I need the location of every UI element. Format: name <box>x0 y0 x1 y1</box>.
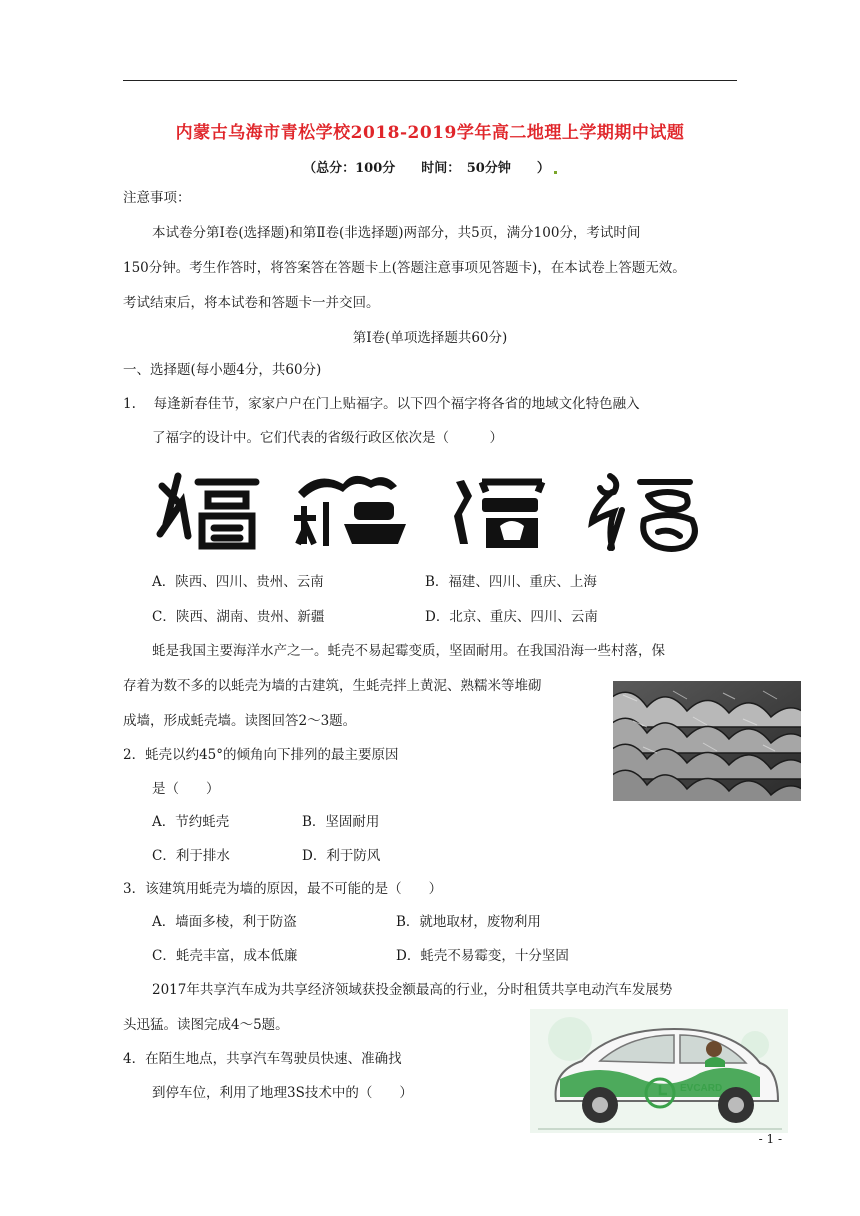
question-1-option-d: D．北京、重庆、四川、云南 <box>425 609 598 625</box>
question-1-option-a: A．陕西、四川、贵州、云南 <box>152 574 324 590</box>
car-intro: 2017年共享汽车成为共享经济领域获投金额最高的行业，分时租赁共享电动汽车发展势 <box>152 982 673 998</box>
shared-car-illustration <box>530 1009 788 1133</box>
page-number: - 1 - <box>758 1132 782 1146</box>
question-4-stem: 4．在陌生地点，共享汽车驾驶员快速、准确找 <box>123 1051 402 1067</box>
fu-characters-image <box>148 462 708 554</box>
question-3-option-b: B．就地取材，废物利用 <box>396 914 541 930</box>
section-heading: 一、选择题(每小题4分，共60分) <box>123 362 322 378</box>
question-4-stem: 到停车位，利用了地理3S技术中的（ ） <box>152 1085 413 1101</box>
question-3-option-a: A．墙面多棱，利于防盗 <box>152 914 297 930</box>
notice-heading: 注意事项： <box>123 190 191 206</box>
car-intro: 头迅猛。读图完成4～5题。 <box>123 1017 289 1033</box>
question-3-option-d: D．蚝壳不易霉变，十分坚固 <box>396 948 569 964</box>
question-1-stem: 了福字的设计中。它们代表的省级行政区依次是（ ） <box>152 430 503 446</box>
question-2-option-d: D．利于防风 <box>302 848 381 864</box>
oyster-wall-photo <box>613 681 801 801</box>
question-1-option-b: B．福建、四川、重庆、上海 <box>425 574 597 590</box>
question-3-stem: 3．该建筑用蚝壳为墙的原因，最不可能的是（ ） <box>123 881 443 897</box>
question-2-stem: 2．蚝壳以约45°的倾角向下排列的最主要原因 <box>123 747 399 763</box>
question-2-stem: 是（ ） <box>152 781 220 797</box>
decorative-dot <box>554 171 557 174</box>
oyster-intro: 存着为数不多的以蚝壳为墙的古建筑，生蚝壳拌上黄泥、熟糯米等堆砌 <box>123 678 542 694</box>
oyster-intro: 蚝是我国主要海洋水产之一。蚝壳不易起霉变质，坚固耐用。在我国沿海一些村落，保 <box>152 643 665 659</box>
notice-line: 考试结束后，将本试卷和答题卡一并交回。 <box>123 295 380 311</box>
exam-info <box>0 157 860 176</box>
exam-info-text: （总分：100分 时间： 50分钟 ） <box>303 161 550 176</box>
header-rule <box>123 80 737 81</box>
question-3-option-c: C．蚝壳丰富，成本低廉 <box>152 948 298 964</box>
question-2-option-b: B．坚固耐用 <box>302 814 380 830</box>
notice-line: 150分钟。考生作答时，将答案答在答题卡上(答题注意事项见答题卡)，在本试卷上答题无效。 <box>123 260 686 276</box>
page-title: 内蒙古乌海市青松学校2018-2019学年高二地理上学期期中试题 <box>175 123 685 143</box>
question-2-option-a: A．节约蚝壳 <box>152 814 230 830</box>
part1-heading: 第Ⅰ卷(单项选择题共60分) <box>352 330 508 346</box>
notice-line: 本试卷分第Ⅰ卷(选择题)和第Ⅱ卷(非选择题)两部分，共5页，满分100分，考试时间 <box>152 225 641 241</box>
oyster-intro: 成墙，形成蚝壳墙。读图回答2～3题。 <box>123 713 357 729</box>
question-1-stem: 1. 每逢新春佳节，家家户户在门上贴福字。以下四个福字将各省的地域文化特色融入 <box>123 396 640 412</box>
car-brand-label: EVCARD <box>680 1083 723 1094</box>
question-1-option-c: C．陕西、湖南、贵州、新疆 <box>152 609 325 625</box>
question-2-option-c: C．利于排水 <box>152 848 230 864</box>
